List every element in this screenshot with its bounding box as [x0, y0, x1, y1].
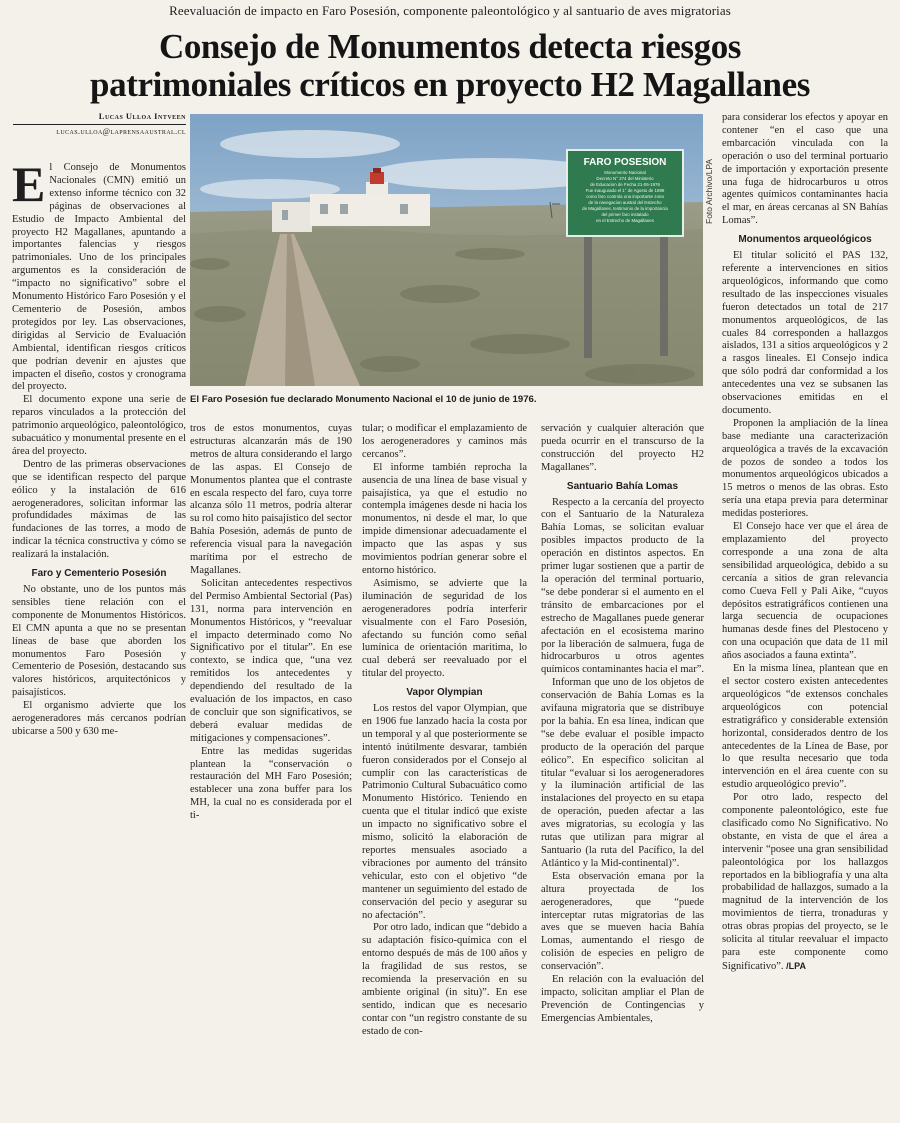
paragraph: En relación con la evaluación del impacto, solicitan ampliar el Plan de Prevención de Contingencias y Emergencias Ambientales,: [541, 974, 704, 1024]
paragraph: Respecto a la cercanía del proyecto con el Santuario de la Naturaleza Bahía Lomas, se solicitan evaluar posibles impactos producto de la operación en distintos aspectos. En primer lugar sostienen que a partir de la operación del terminal portuario, “se debe ponderar si el aumento en el tránsito de embarcaciones por el estrecho de Magallanes puede generar afectación en el ecosistema marino por la liberación de salmuera, fuga de hidrocarburos u otros agentes químicos contaminantes hacia el mar”.: [541, 496, 704, 676]
paragraph: El titular solicitó el PAS 132, referente a intervenciones en sitios arqueológicos, informando que como resultado de las inspecciones visuales fueron detectados un total de 217 monumentos arqueológicos, de las cuales 84 corresponden a hallazgos aislados, 131 a sitios arqueológicos y 2 a rasgos lineales. El Consejo indica que sólo podrá dar conformidad a los antecedentes una vez se subsanen las observaciones emitidas en el documento.: [722, 250, 888, 416]
paragraph: Dentro de las primeras observaciones que se identifican respecto del parque eólico y la instalación de 616 aerogeneradores, solicitan informar las profundidades máximas de las fundaciones de las torres, a modo de indicar la técnica constructiva y cómo se realizará la instalación.: [12, 458, 186, 561]
signature: /LPA: [786, 960, 806, 971]
sign-line: Decreto N° 374 del Ministerio: [596, 176, 654, 181]
sign-line: de la navegacion austral del Estrecho: [588, 200, 662, 205]
section-heading: Vapor Olympian: [406, 687, 483, 699]
paragraph: No obstante, uno de los puntos más sensibles tiene relación con el componente de Monumentos Históricos. El CMN apunta a que no se presentan líneas de base que aborden los monumentos Faro Posesión y Cementerio de Posesión, destacando sus valores históricos, arquitectónicos y paisajísticos.: [12, 584, 186, 699]
paragraph: El documento expone una serie de reparos vinculados a la protección del patrimonio arqueológico, paleontológico, subacuático y monumental presente en el área del proyecto.: [12, 394, 186, 457]
paragraph: El Consejo de Monumentos Nacionales (CMN) emitió un extenso informe técnico con 32 páginas de observaciones al Estudio de Impacto Ambiental del proyecto H2 Magallanes, apuntando a importantes falencias y riesgos patrimoniales. Uno de los principales argumentos es la consideración de “impacto no significativo” sobre el Monumento Histórico Faro Posesión y el Cementerio de Posesión, ambos protegidos por ley. Las observaciones, dirigidas al Servicio de Evaluación Ambiental, identifican riesgos críticos que podrían devenir en ajustes que impacten el diseño, costos y cronograma del proyecto.: [12, 156, 186, 393]
section-heading: Monumentos arqueológicos: [738, 234, 872, 246]
paragraph: En la misma línea, plantean que en el sector costero existen antecedentes arqueológicos “de extensos conchales arqueológicos con potencial estratigráfico y considerable extensión horizontal, considerados dentro de los antecedentes de la Línea de Base, por lo que resulta necesario que toda intervención en el área cuente con su estudio arqueológico previo”.: [722, 663, 888, 791]
sign-line: como faro controla una importante zona: [586, 194, 664, 199]
paragraph: Por otro lado, indican que “debido a su adaptación físico-química con el entorno después de más de 100 años y la fragilidad de sus restos, se recomienda la preservación en su ambiente original (in situ)”. En ese sentido, indican que es necesario contar con “un registro constante de su estado de con-: [362, 922, 527, 1037]
article-column-4: [541, 423, 704, 1026]
lighthouse-photo: [190, 114, 703, 386]
sign-line: Fue inaugurado el 1° de Agosto de 1899: [585, 188, 665, 193]
paragraph: Informan que uno de los objetos de conservación de Bahía Lomas es la avifauna migratoria que se distribuye por la bahía. En esa línea, indican que “se debe evaluar el posible impacto producto de la operación del parque eólico”. En específico solicitan al titular “evaluar si los aerogeneradores y la iluminación artificial de las instalaciones del proyecto en su etapa de operación, pueden afectar a las aves migratorias, su ecología y las rutas que utilizan para migrar al Santuario (la ruta del Pacífico, la del Atlántico y la Mid-continental)”.: [541, 677, 704, 869]
paragraph: tular; o modificar el emplazamiento de los aerogeneradores y caminos más cercanos”.: [362, 423, 527, 460]
paragraph: para considerar los efectos y apoyar en contener “en el caso que una embarcación vinculada con la operación o uso del terminal portuario de importación y exportación presente una fuga de hidrocarburos u otros agentes químicos contaminantes hacia el mar, en áreas cercanas al SN Bahías Lomas”.: [722, 112, 888, 227]
paragraph: Proponen la ampliación de la línea base mediante una caracterización arqueológica a través de la excavación de pozos de sondeo a todos los monumentos arqueológicos ubicados a 15 metros o menos de las obras. Esto sería una etapa previa para determinar medidas posteriores.: [722, 417, 888, 520]
sign-line: de Educacion de Fecha 21-06-1976: [590, 182, 660, 187]
sign-line: Monumento Nacional: [604, 170, 646, 175]
article-column-2: [190, 423, 352, 823]
article-column-3: [362, 423, 527, 1039]
author-name: Lucas Ulloa Intveen: [98, 111, 186, 121]
sign-line: del primer faro instalado: [601, 212, 649, 217]
sign-title: FARO POSESION: [583, 157, 667, 168]
photo-credit: Foto Archivo/LPA: [704, 158, 714, 224]
paragraph: tros de estos monumentos, cuyas estructuras alcanzarán más de 190 metros de altura considerando el largo de las aspas. El Consejo de Monumentos plantea que el contraste en escala respecto del faro, cuya torre alcanza sólo 11 metros, podría alterar su rol como hito paisajístico del sector Bahía Posesión, además de punto de referencia visual para la navegación marítima por el estrecho de Magallanes.: [190, 423, 352, 576]
article-column-1: [12, 156, 186, 739]
paragraph: El Consejo hace ver que el área de emplazamiento del proyecto corresponde a una zona de alta sensibilidad arqueológica, debido a su cercanía a sitios de gran relevancia como Cueva Fell y Pali Aike, “cuyos depósitos estratigráficos contienen una larga secuencia de ocupaciones humanas desde fines del Plestoceno y con una ocupación que data de 11 mil años asociados a fauna extinta”.: [722, 521, 888, 662]
paragraph: Por otro lado, respecto del componente paleontológico, este fue clasificado como No Significativo. No obstante, en vista de que el área a intervenir “posee una gran sensibilidad paleontológica por los hallazgos reportados en la bibliografía y una alta probabilidad de hallazgos, sumado a la magnitud de la intervención de los movimientos de tierra, tronaduras y otras obras propias del proyecto, se le solicita al titular reevaluar el impacto para este componente como Significativo”. /LPA: [722, 792, 888, 972]
paragraph: servación y cualquier alteración que pueda ocurrir en el transcurso de la construcción del proyecto H2 Magallanes”.: [541, 423, 704, 473]
photo-caption: El Faro Posesión fue declarado Monumento Nacional el 10 de junio de 1976.: [190, 394, 537, 405]
headline: [60, 28, 840, 104]
author-email[interactable]: lucas.ulloa@laprensaaustral.cl: [56, 127, 186, 136]
paragraph: El organismo advierte que los aerogeneradores más cercanos podrían ubicarse a 500 y 630 me-: [12, 700, 186, 737]
paragraph: Los restos del vapor Olympian, que en 1906 fue lanzado hacia la costa por un temporal y al que posteriormente se intentó inútilmente desvarar, también fueron considerados por el Consejo al cumplir con las características de Patrimonio Cultural Subacuático como Monumento Histórico. Teniendo en cuenta que el titular indicó que existe un impacto no significativo sobre el mismo, solicitó la elaboración de reportes mensuales asociado a vibraciones por aumento del tránsito vehicular, esto con el objetivo “de mantener un seguimiento del estado de conservación del pecio y asegurar su no afectación”.: [362, 703, 527, 921]
headline-line-1: Consejo de Monumentos detecta riesgos: [158, 27, 742, 66]
kicker: Reevaluación de impacto en Faro Posesión, componente paleontológico y al santuario de aves migratorias: [169, 3, 731, 18]
headline-line-2: patrimoniales críticos en proyecto H2 Magallanes: [90, 65, 810, 104]
section-heading: Faro y Cementerio Posesión: [31, 568, 167, 580]
sign-line: de Magallanes, testimonio de la importancia: [582, 206, 668, 211]
drop-cap: E: [12, 156, 46, 212]
paragraph: El informe también reprocha la ausencia de una línea de base visual y paisajística, ya que el estudio no contempla imágenes desde ni hacia los monumentos, ni desde el mar, lo que impide dimensionar adecuadamente el impacto que las aspas y sus movimientos podrían generar sobre el entorno histórico.: [362, 461, 527, 576]
byline: [13, 111, 186, 136]
paragraph: Esta observación emana por la altura proyectada de los aerogeneradores, que “puede interceptar rutas migratorias de las aves que se mueven hacia Bahía Lomas, aumentando el riesgo de colisión de especies en peligro de conservación”.: [541, 870, 704, 973]
byline-rule: [13, 124, 186, 125]
sign-line: en el Estrecho de Magallanes: [596, 218, 654, 223]
paragraph: Solicitan antecedentes respectivos del Permiso Ambiental Sectorial (Pas) 131, norma para intervención en Monumentos Históricos, y “reevaluar el impacto determinado como No Significativo por el titular”. En ese contexto, se indica que, “una vez remitidos los antecedentes y dependiendo del resultado de la evaluación de los impactos, en caso de concluir que son significativos, se deberá evaluar medidas de mitigaciones y compensaciones”.: [190, 577, 352, 744]
article-column-5: [722, 112, 888, 974]
paragraph: Entre las medidas sugeridas plantean la “conservación o restauración del MH Faro Posesión; establecer una zona buffer para los MH, la cual no es considerada por el ti-: [190, 745, 352, 822]
section-heading: Santuario Bahía Lomas: [566, 480, 679, 492]
paragraph: Asimismo, se advierte que la iluminación de seguridad de los aerogeneradores podría interferir visualmente con el Faro Posesión, afectando su función como señal lumínica de orientación marítima, lo cual deberá ser reevaluado por el titular del proyecto.: [362, 577, 527, 680]
